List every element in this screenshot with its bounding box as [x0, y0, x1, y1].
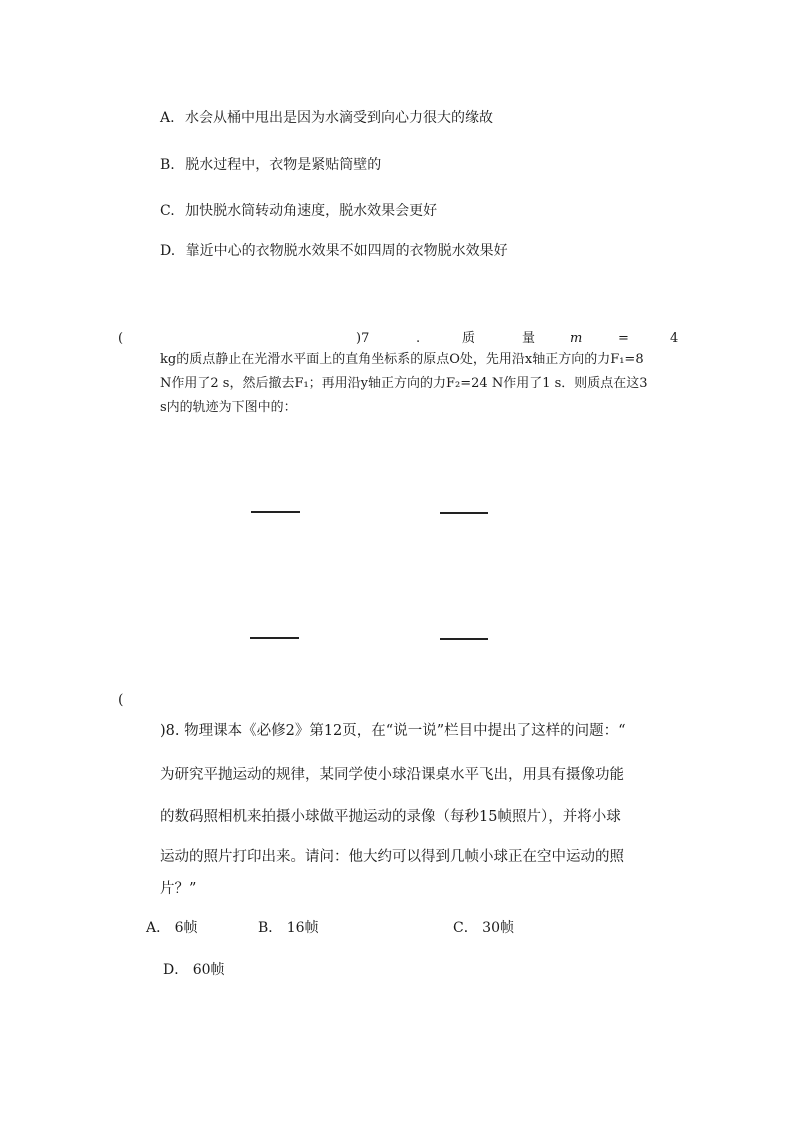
option-label: C．	[453, 920, 478, 936]
option-label: B．	[258, 920, 283, 936]
option-text: 6帧	[174, 920, 198, 936]
q6-option-b	[160, 155, 381, 175]
q8-line-4: 运动的照片打印出来。请问：他大约可以得到几帧小球正在空中运动的照	[160, 849, 624, 865]
option-text: 脱水过程中，衣物是紧贴筒壁的	[185, 157, 382, 173]
q8-open-paren: (	[118, 692, 124, 708]
q7-open-paren: (	[118, 331, 124, 346]
option-text: 水会从桶中甩出是因为水滴受到向心力很大的缘故	[185, 110, 494, 126]
option-label: C.	[160, 203, 175, 219]
option-label: D.	[160, 243, 176, 259]
option-text: 16帧	[286, 920, 319, 936]
figure-placeholder-b	[440, 512, 488, 514]
figure-placeholder-c	[250, 637, 299, 639]
q8-line-1: )8. 物理课本《必修2》第12页，在“说一说”栏目中提出了这样的问题：“	[160, 723, 626, 739]
q7-var-m: m	[570, 331, 583, 346]
q6-option-c	[160, 201, 437, 221]
option-text: 靠近中心的衣物脱水效果不如四周的衣物脱水效果好	[185, 243, 508, 259]
q7-equals: =	[618, 331, 629, 346]
q7-line-4: s内的轨迹为下图中的：	[160, 400, 297, 415]
figure-placeholder-a	[251, 511, 300, 513]
q6-option-d	[160, 241, 508, 261]
option-label: A.	[160, 110, 175, 126]
q7-line-3: N作用了2 s，然后撤去F₁；再用沿y轴正方向的力F₂=24 N作用了1 s．则质点在这3	[160, 376, 648, 391]
q8-line-5: 片？”	[160, 881, 197, 897]
q6-option-a	[160, 108, 493, 128]
q7-number: )7	[356, 331, 370, 346]
q8-option-b	[258, 918, 319, 938]
q7-word-1: 质	[462, 331, 476, 346]
q7-line-2: kg的质点静止在光滑水平面上的直角坐标系的原点O处，先用沿x轴正方向的力F₁=8	[160, 352, 644, 367]
option-label: D．	[163, 962, 189, 978]
q8-line-3: 的数码照相机来拍摄小球做平抛运动的录像（每秒15帧照片），并将小球	[160, 809, 621, 825]
option-label: B.	[160, 157, 175, 173]
option-text: 30帧	[482, 920, 514, 936]
q7-dot: .	[416, 331, 421, 346]
q8-line-2: 为研究平抛运动的规律，某同学使小球沿课桌水平飞出，用具有摄像功能	[160, 767, 624, 783]
option-label: A．	[146, 920, 171, 936]
q7-header	[118, 328, 678, 350]
q8-option-c	[453, 918, 514, 938]
figure-placeholder-d	[440, 638, 488, 640]
option-text: 60帧	[192, 962, 225, 978]
q7-word-2: 量	[522, 331, 536, 346]
q7-four: 4	[670, 331, 679, 346]
q8-option-a	[146, 918, 198, 938]
option-text: 加快脱水筒转动角速度，脱水效果会更好	[185, 203, 438, 219]
q8-option-d	[163, 960, 225, 980]
